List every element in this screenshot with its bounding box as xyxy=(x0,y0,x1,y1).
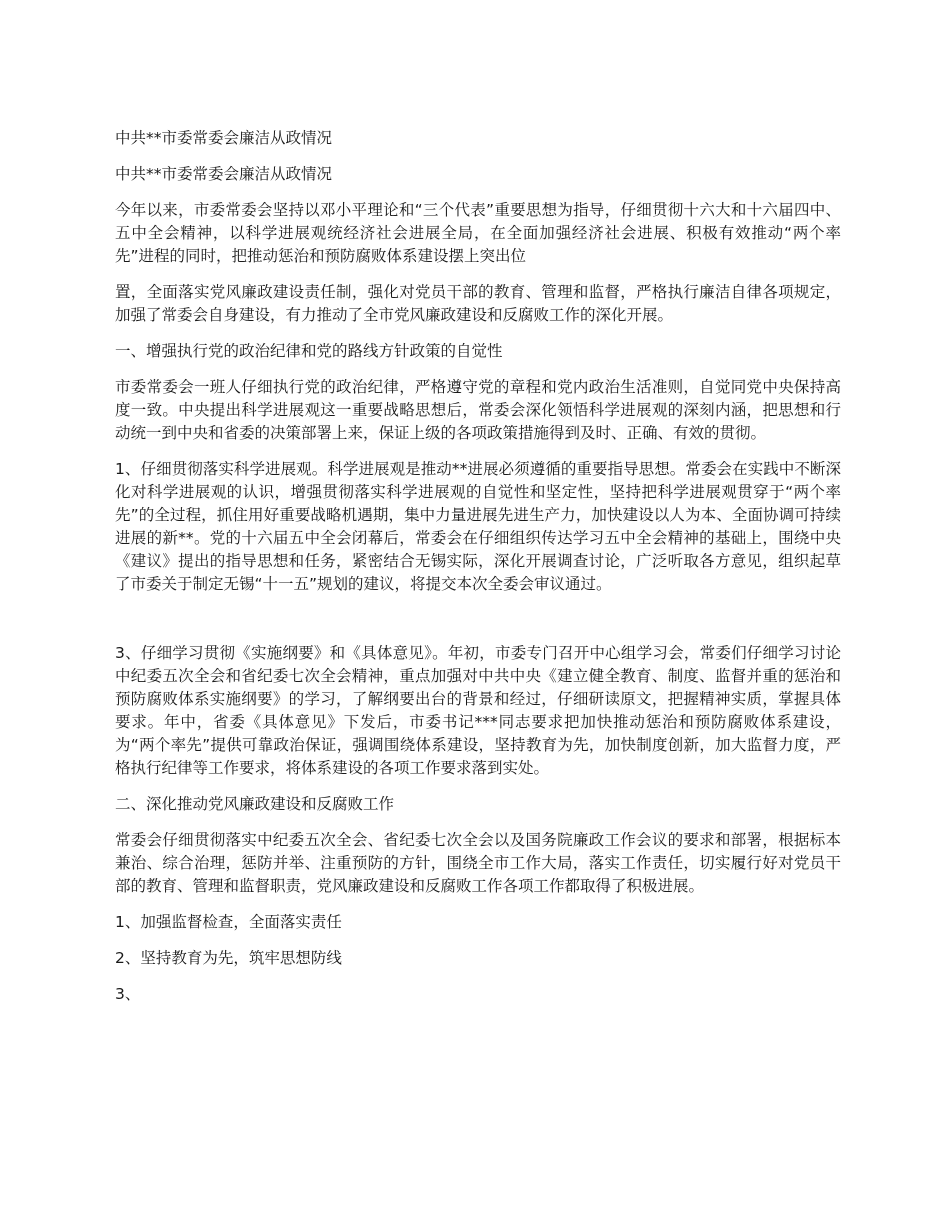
section-2-item-3: 3、 xyxy=(115,985,141,1003)
intro-paragraph-continued: 置，全面落实党风廉政建设责任制，强化对党员干部的教育、管理和监督，严格执行廉洁自律各项规定，加强了常委会自身建设，有力推动了全市党风廉政建设和反腐败工作的深化开展。 xyxy=(115,283,841,324)
section-1-paragraph: 市委常委会一班人仔细执行党的政治纪律，严格遵守党的章程和党内政治生活准则，自觉同党中央保持高度一致。中央提出科学进展观这一重要战略思想后，常委会深化领悟科学进展观的深刻内涵，把思想和行动统一到中央和省委的决策部署上来，保证上级的各项政策措施得到及时、正确、有效的贯彻。 xyxy=(115,378,841,442)
section-heading-1: 一、增强执行党的政治纪律和党的路线方针政策的自觉性 xyxy=(115,342,503,360)
document-title: 中共**市委常委会廉洁从政情况 xyxy=(115,129,333,147)
section-2-item-2: 2、坚持教育为先，筑牢思想防线 xyxy=(115,949,342,967)
section-heading-2: 二、深化推动党风廉政建设和反腐败工作 xyxy=(115,795,395,813)
section-1-item-3: 3、仔细学习贯彻《实施纲要》和《具体意见》。年初，市委专门召开中心组学习会，常委们仔细学习讨论中纪委五次全会和省纪委七次全会精神，重点加强对中共中央《建立健全教育、制度、监督并重的惩治和预防腐败体系实施纲要》的学习，了解纲要出台的背景和经过，仔细研读原文，把握精神实质，掌握具体要求。年中，省委《具体意见》下发后，市委书记***同志要求把加快推动惩治和预防腐败体系建设，为“两个率先”提供可靠政治保证，强调围绕体系建设，坚持教育为先，加快制度创新，加大监督力度，严格执行纪律等工作要求，将体系建设的各项工作要求落到实处。 xyxy=(115,644,841,777)
section-1-item-1: 1、仔细贯彻落实科学进展观。科学进展观是推动**进展必须遵循的重要指导思想。常委会在实践中不断深化对科学进展观的认识，增强贯彻落实科学进展观的自觉性和坚定性，坚持把科学进展观贯穿于“两个率先”的全过程，抓住用好重要战略机遇期，集中力量进展先进生产力，加快建设以人为本、全面协调可持续进展的新**。党的十六届五中全会闭幕后，常委会在仔细组织传达学习五中全会精神的基础上，围绕中央《建议》提出的指导思想和任务，紧密结合无锡实际，深化开展调查讨论，广泛听取各方意见，组织起草了市委关于制定无锡“十一五”规划的建议，将提交本次全委会审议通过。 xyxy=(115,460,841,593)
blank-gap xyxy=(115,609,841,642)
section-2-item-1: 1、加强监督检查，全面落实责任 xyxy=(115,913,342,931)
document-page xyxy=(115,127,841,1019)
intro-paragraph: 今年以来，市委常委会坚持以邓小平理论和“三个代表”重要思想为指导，仔细贯彻十六大和十六届四中、五中全会精神，以科学进展观统经济社会进展全局，在全面加强经济社会进展、积极有效推动“两个率先”进程的同时，把推动惩治和预防腐败体系建设摆上突出位 xyxy=(115,201,841,265)
section-2-paragraph: 常委会仔细贯彻落实中纪委五次全会、省纪委七次全会以及国务院廉政工作会议的要求和部署，根据标本兼治、综合治理，惩防并举、注重预防的方针，围绕全市工作大局，落实工作责任，切实履行好对党员干部的教育、管理和监督职责，党风廉政建设和反腐败工作各项工作都取得了积极进展。 xyxy=(115,831,841,895)
document-subtitle: 中共**市委常委会廉洁从政情况 xyxy=(115,165,333,183)
